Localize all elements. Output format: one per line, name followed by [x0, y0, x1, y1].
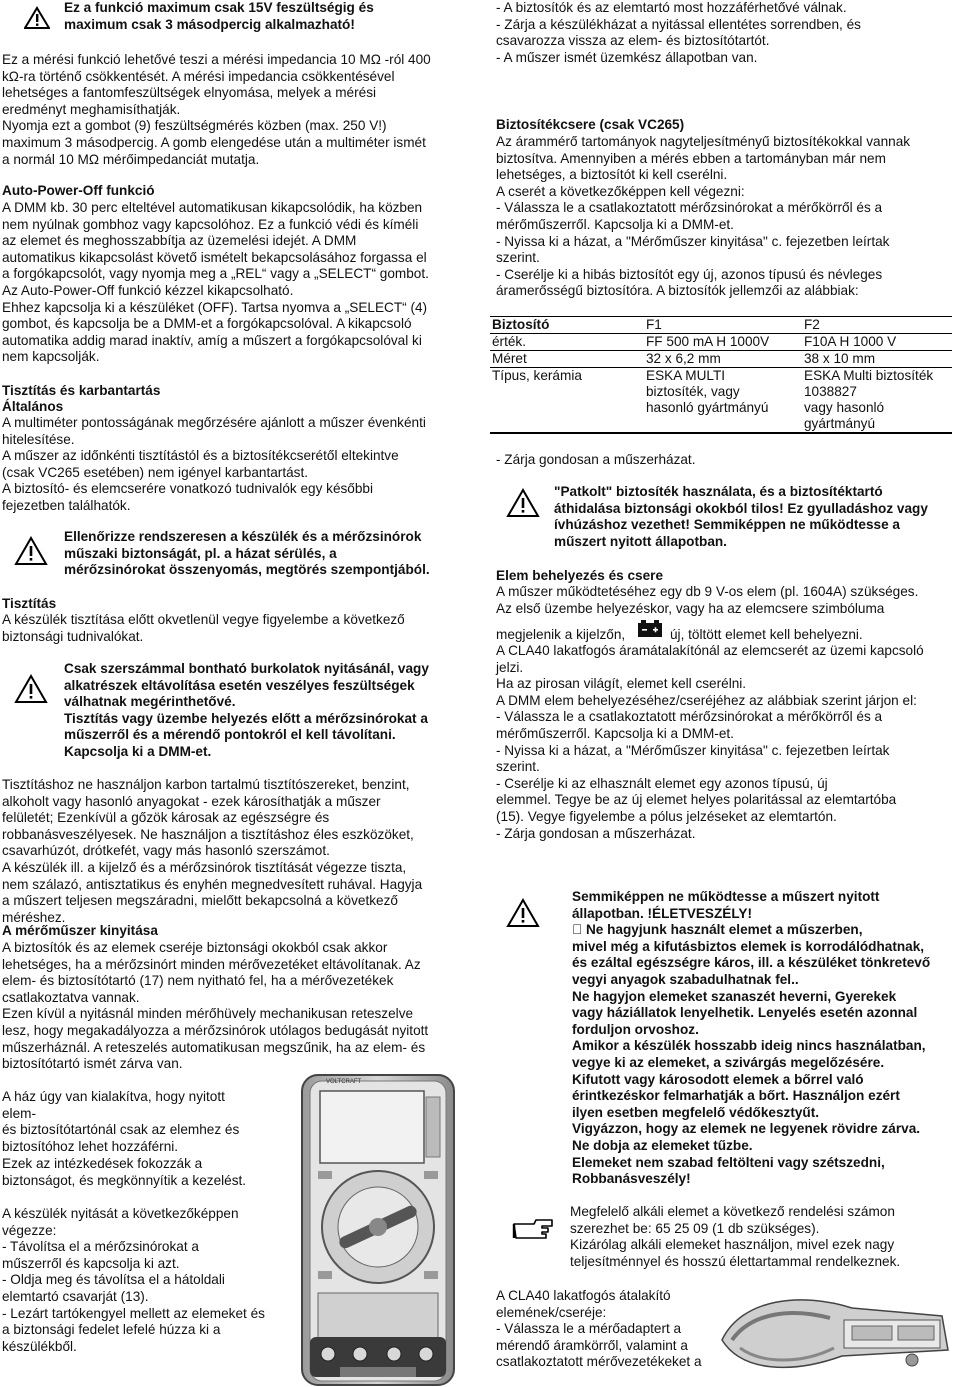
- battery-heading: Elem behelyezés és csere: [496, 568, 664, 583]
- opening-heading: A mérőműszer kinyitása: [2, 923, 158, 938]
- auto-power-off-paragraph: A DMM kb. 30 perc elteltével automatikusan kikapcsolódik, ha közben nem nyúlnak gombhoz vagy kapcsolóhoz. Ez a funkció védi és kíméli az elemet és meghosszabbítja az üzemelési idejét. A DMM automatikus kikapcsolást követő ismételt bekapcsolásához forgassa el a forgókapcsolót, vagy nyomja meg a „REL“ vagy a „SELECT“ gombot. Az Auto-Power-Off funkció kézzel kikapcsolható. Ehhez kapcsolja ki a készüléket (OFF). Tartsa nyomva a „SELECT“ (4) gombot, és kapcsolja be a DMM-et a forgókapcsolóval. A kikapcsoló automatika addig marad inaktív, amíg a műszert a forgókapcsolóval ki nem kapcsolják.: [2, 200, 429, 365]
- warning-triangle-icon: [14, 674, 48, 704]
- close-housing-step: - Zárja gondosan a műszerházat.: [496, 452, 696, 467]
- battery-symbol-line-a: megjelenik a kijelzőn,: [496, 627, 626, 642]
- tools-danger-warning: Csak szerszámmal bontható burkolatok nyitásánál, vagy alkatrészek eltávolítása esetén veszélyes feszültségek válhatnak megérinthetővé. Tisztítás vagy üzembe helyezés előtt a mérőzsinórokat a műszerről és a mérendő pontokról el kell távolítani. Kapcsolja ki a DMM-et.: [64, 661, 429, 759]
- multimeter-image: [296, 1071, 460, 1387]
- table-row: [490, 368, 952, 434]
- table-cell: F10A H 1000 V: [802, 334, 952, 351]
- battery-symbol-line-b: új, töltött elemet kell behelyezni.: [670, 627, 863, 642]
- table-cell: 32 x 6,2 mm: [644, 351, 802, 368]
- battery-icon: [637, 620, 663, 638]
- warning-triangle-icon: [506, 488, 540, 518]
- warning-triangle-icon: [506, 898, 540, 928]
- table-cell: Méret: [490, 351, 644, 368]
- table-row: [490, 334, 952, 351]
- order-info-paragraph: Megfelelő alkáli elemet a következő rendelési számon szerezhet be: 65 25 09 (1 db szükséges). Kizárólag alkáli elemeket használjon, mivel ezek nagy teljesítménnyel és hosszú élettartammal rendelkeznek.: [570, 1204, 901, 1269]
- measures-paragraph: Ezek az intézkedések fokozzák a biztonságot, és megkönnyítik a kezelést.: [2, 1156, 247, 1188]
- opening-paragraph: A biztosítók és az elemek cseréje biztonsági okokból csak akkor lehetséges, ha a mérőzsinórt minden mérővezetéket eltávolítanak. Az elem- és biztosítótartó (17) nem nyitható fel, ha a mérővezetékek csatlakoztatva vannak. Ezen kívül a nyitásnál minden mérőhüvely mechanikusan reteszelve lesz, hogy megakadályozza a mérőzsinórok utólagos bedugását nyitott műszerháznál. A reteszelés automatikusan megszűnik, ha az elem- és biztosítótartó ismét zárva van.: [2, 940, 429, 1072]
- battery-safety-warning: Semmiképpen ne működtesse a műszert nyitott állapotban. !ÉLETVESZÉLY! Ne hagyjunk használt elemet a műszerben, mivel még a kifutásbiztos elemek is korrodálódhatnak, és ezáltal egészségre káros, ill. a készüléket tönkretevő vegyi anyagok szabadulhatnak fel.. Ne hagyjon elemeket szanaszét heverni, Gyerekek vagy háziállatok lenyelhetik. Lenyelés esetén azonnal forduljon orvoshoz. Amikor a készülék hosszabb ideig nincs használatban, vegye ki az elemeket, a szivárgás megelőzésére. Kifutott vagy károsodott elemek a bőrrel való érintkezéskor felmarhatják a bőrt. Használjon ezért ilyen esetben megfelelő védőkesztyűt. Vigyázzon, hogy az elemek ne legyenek rövidre zárva. Ne dobja az elemeket tűzbe. Elemeket nem szabad feltölteni vagy szétszedni, Robbanásveszély!: [572, 889, 931, 1187]
- table-cell: FF 500 mA H 1000V: [644, 334, 802, 351]
- fuse-replacement-paragraph: Az árammérő tartományok nagyteljesítményű biztosítékokkal vannak biztosítva. Amennyiben a mérés ebben a tartományban már nem lehetséges, a biztosítót ki kell cserélni. A cserét a következőképpen kell végezni: - Válassza le a csatlakoztatott mérőzsinórokat a mérőkörről és a mérőműszerről. Kapcsolja ki a DMM-et. - Nyissa ki a házat, a "Mérőműszer kinyitása" c. fejezetben leírtak szerint. - Cserélje ki a hibás biztosítót egy új, azonos típusú és névleges áramerősségű biztosítóra. A biztosítók jellemzői az alábbiak:: [496, 134, 911, 299]
- clamp-adapter-image: [712, 1290, 956, 1384]
- battery-paragraph: A CLA40 lakatfogós áramátalakítónál az elemcserét az üzemi kapcsoló jelzi. Ha az pirosan világít, elemet kell cserélni. A DMM elem behelyezéséhez/cseréjéhez az alábbiak szerint járjon el: - Válassza le a csatlakoztatott mérőzsinórokat a mérőkörről és a mérőműszerről. Kapcsolja ki a DMM-et. - Nyissa ki a házat, a "Mérőműszer kinyitása" c. fejezetben leírtak szerint. - Cserélje ki az elhasznált elemet egy azonos típusú, új elemmel. Tegye be az új elemet helyes polaritással az elemtartóba (15). Vegye figyelembe a pólus jelzéseket az elemtartón. - Zárja gondosan a műszerházat.: [496, 643, 924, 841]
- table-header-cell: Biztosító: [490, 317, 644, 334]
- check-safety-warning: Ellenőrizze rendszeresen a készülék és a mérőzsinórok műszaki biztonságát, pl. a házat sérülés, a mérőzsinórokat összenyomás, megtörés szempontjából.: [64, 529, 430, 578]
- patched-fuse-warning: "Patkolt" biztosíték használata, és a biztosítéktartó áthidalása biztonsági okokból tilos! Ez gyulladáshoz vagy ívhúzáshoz vezethet! Semmiképpen ne működtesse a műszert nyitott állapotban.: [554, 484, 928, 549]
- table-cell: Típus, kerámia: [490, 368, 644, 434]
- opening-steps: A készülék nyitását a következőképpen végezze: - Távolítsa el a mérőzsinórokat a műszerről és kapcsolja ki azt. - Oldja meg és távolítsa el a hátoldali elemtartó csavarját (13). - Lezárt tartókengyel mellett az elemeket és a biztonsági fedelet lefelé húzza ki a készülékből.: [2, 1206, 265, 1354]
- table-header-cell: F2: [802, 317, 952, 334]
- impedance-paragraph: Ez a mérési funkció lehetővé teszi a mérési impedancia 10 MΩ -ról 400 kΩ-ra történő csökkentését. A mérési impedancia csökkentésével lehetséges a fantomfeszültségek elnyomása, melyek a mérési eredményt meghamisíthatják. Nyomja ezt a gombot (9) feszültségmérés közben (max. 250 V!) maximum 3 másodpercig. A gomb elengedése után a multiméter ismét a normál 10 MΩ mérőimpedanciát mutatja.: [2, 52, 431, 167]
- reassembly-steps: - A biztosítók és az elemtartó most hozzáférhetővé válnak. - Zárja a készülékházat a nyitással ellentétes sorrendben, és csavarozza vissza az elem- és biztosítótartót. - A műszer ismét üzemkész állapotban van.: [496, 0, 861, 65]
- device-brand-label: VOLTCRAFT: [326, 1079, 362, 1085]
- fuse-spec-table: [490, 316, 952, 434]
- table-row: [490, 351, 952, 368]
- table-header-row: [490, 317, 952, 334]
- voltage-limit-warning: Ez a funkció maximum csak 15V feszültségig és maximum csak 3 másodpercig alkalmazható!: [64, 0, 374, 32]
- general-heading: Általános: [2, 399, 64, 414]
- battery-intro: A műszer működtetéséhez egy db 9 V-os elem (pl. 1604A) szükséges. Az első üzembe helyezéskor, vagy ha az elemcsere szimbóluma: [496, 584, 919, 616]
- table-cell: 38 x 10 mm: [802, 351, 952, 368]
- fuse-replacement-heading: Biztosítékcsere (csak VC265): [496, 117, 685, 132]
- clamp-battery-paragraph: A CLA40 lakatfogós átalakító elemének/cseréje: - Válassza le a mérőadaptert a mérendő áramkörről, valamint a csatlakoztatott mérővezetékeket a: [496, 1288, 702, 1370]
- cleaning-body: Tisztításhoz ne használjon karbon tartalmú tisztítószereket, benzint, alkoholt vagy hasonló anyagokat - ezek károsíthatják a műszer felületét; Ezenkívül a gőzök károsak az egészségre és robbanásveszélyesek. Ne használjon a tisztításhoz éles eszközöket, csavarhúzót, drótkefét, vagy más hasonló szerszámot. A készülék ill. a kijelző és a mérőzsinórok tisztítását végezze tiszta, nem szálazó, antisztatikus és enyhén megnedvesített ruhával. Hagyja a műszert teljesen megszáradni, mielőtt bekapcsolná a következő méréshez.: [2, 777, 423, 925]
- general-paragraph: A multiméter pontosságának megőrzésére ajánlott a műszer évenkénti hitelesítése. A műszer az időnkénti tisztítástól és a biztosítékcserétől eltekintve (csak VC265 esetében) nem igényel karbantartást. A biztosító- és elemcserére vonatkozó tudnivalók egy későbbi fejezetben találhatók.: [2, 415, 426, 513]
- cleaning-intro: A készülék tisztítása előtt okvetlenül vegye figyelembe a következő biztonsági tudnivalókat.: [2, 612, 405, 644]
- warning-triangle-icon: [14, 536, 48, 566]
- table-cell: ESKA MULTI biztosíték, vagy hasonló gyártmányú: [644, 368, 802, 434]
- auto-power-off-heading: Auto-Power-Off funkció: [2, 183, 155, 198]
- warning-triangle-icon: [24, 6, 50, 30]
- table-cell: érték.: [490, 334, 644, 351]
- table-cell: ESKA Multi biztosíték 1038827 vagy hasonló gyártmányú: [802, 368, 952, 434]
- table-header-cell: F1: [644, 317, 802, 334]
- cleaning-heading: Tisztítás: [2, 596, 57, 611]
- pointing-hand-icon: [512, 1216, 554, 1242]
- cleaning-maintenance-heading: Tisztítás és karbantartás: [2, 383, 161, 398]
- housing-paragraph: A ház úgy van kialakítva, hogy nyitott elem- és biztosítótartónál csak az elemhez és biztosítóhoz lehet hozzáférni.: [2, 1089, 240, 1154]
